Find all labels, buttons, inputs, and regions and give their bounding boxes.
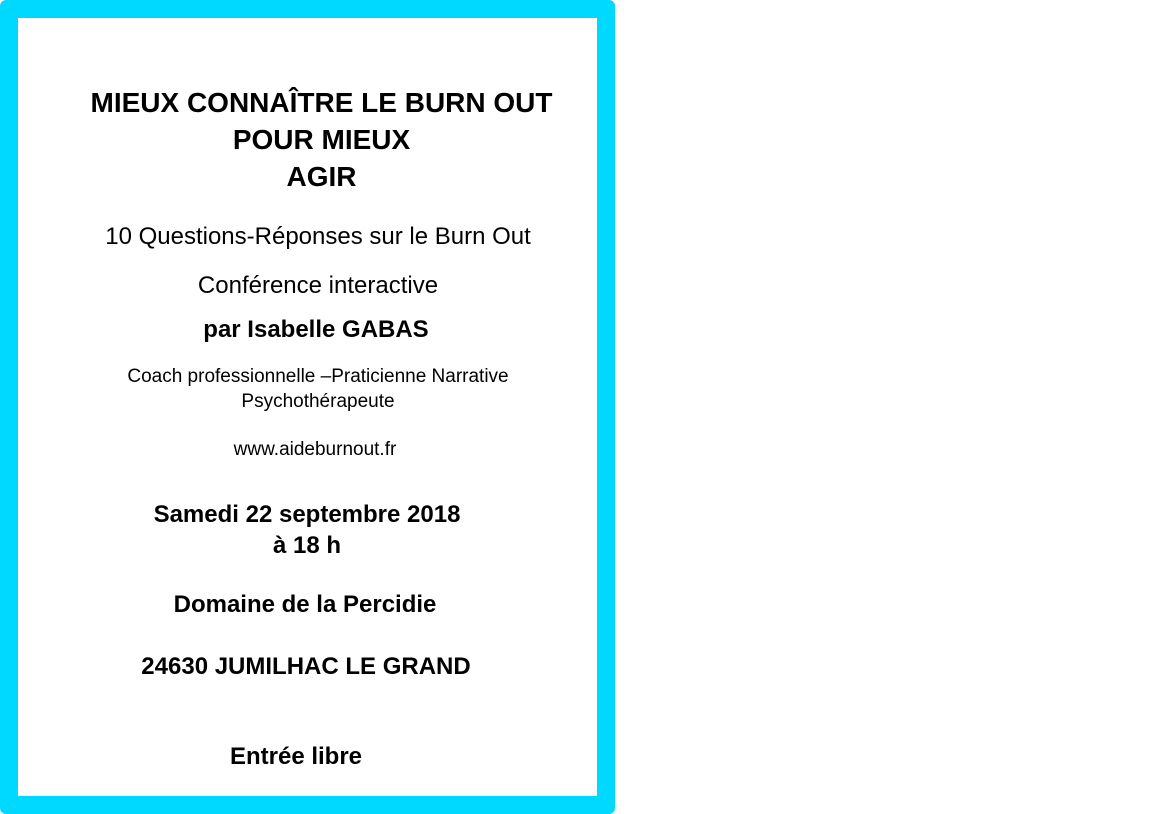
website-link: www.aideburnout.fr — [233, 439, 397, 460]
title-line-1: MIEUX CONNAÎTRE LE BURN OUT — [90, 87, 553, 118]
event-venue: Domaine de la Percidie — [173, 591, 437, 618]
event-date-line-1: Samedi 22 septembre 2018 — [153, 501, 461, 528]
speaker-role-line-2: Psychothérapeute — [241, 391, 395, 412]
poster-title — [18, 84, 625, 195]
title-line-3: AGIR — [286, 161, 357, 192]
event-time-line: à 18 h — [272, 532, 342, 559]
title-line-2: POUR MIEUX — [232, 124, 411, 155]
event-type: Conférence interactive — [197, 272, 439, 299]
event-city: 24630 JUMILHAC LE GRAND — [141, 653, 471, 680]
speaker-roles — [18, 364, 618, 414]
event-date — [18, 499, 596, 561]
speaker-name: par Isabelle GABAS — [203, 316, 429, 343]
admission-info: Entrée libre — [229, 743, 363, 770]
speaker-role-line-1: Coach professionnelle –Praticienne Narrative — [127, 366, 509, 387]
poster-subtitle: 10 Questions-Réponses sur le Burn Out — [105, 223, 531, 250]
